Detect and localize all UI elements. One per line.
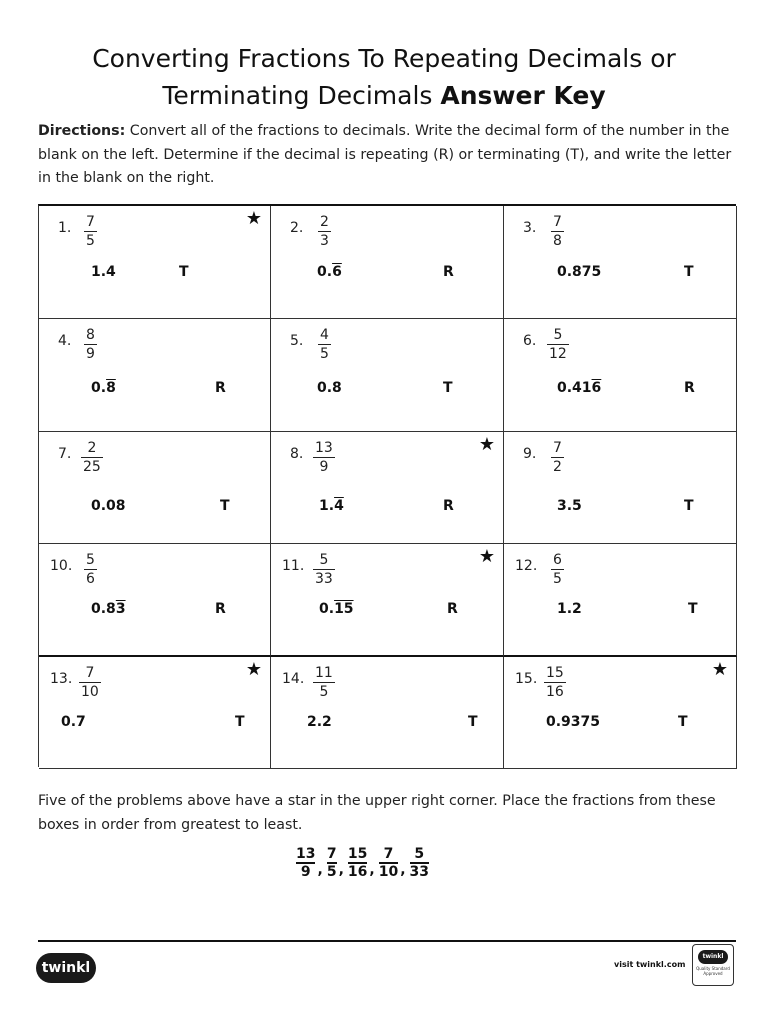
decimal-type-letter: T bbox=[443, 380, 453, 396]
repeating-digits: 6 bbox=[332, 264, 342, 280]
fraction-numerator: 2 bbox=[320, 214, 329, 230]
problem-cell bbox=[271, 544, 504, 657]
ordered-denominator: 33 bbox=[409, 864, 429, 880]
decimal-type-letter: T bbox=[179, 264, 189, 280]
decimal-digits: 1.2 bbox=[557, 601, 582, 617]
problem-fraction bbox=[547, 327, 569, 362]
repeating-digits: 8 bbox=[106, 380, 116, 396]
fraction-numerator: 5 bbox=[553, 327, 563, 343]
decimal-answer bbox=[557, 264, 601, 280]
decimal-type-letter: T bbox=[678, 714, 688, 730]
ordered-numerator: 7 bbox=[383, 846, 394, 862]
decimal-digits: 0.8 bbox=[317, 380, 342, 396]
ordered-separator: , bbox=[400, 862, 406, 878]
fraction-bar bbox=[84, 231, 97, 232]
fraction-denominator: 2 bbox=[553, 459, 562, 475]
decimal-digits: 0.8 bbox=[91, 601, 116, 617]
ordering-prompt: Five of the problems above have a star in the upper right corner. Place the fractions from these boxes in order from greatest to least. bbox=[38, 793, 716, 833]
problem-number: 11. bbox=[282, 558, 305, 574]
star-icon: ★ bbox=[245, 659, 262, 680]
ordered-separator: , bbox=[317, 862, 323, 878]
problem-cell bbox=[504, 319, 737, 432]
decimal-type-letter: T bbox=[684, 264, 694, 280]
problem-fraction bbox=[81, 440, 103, 475]
fraction-denominator: 10 bbox=[81, 684, 99, 700]
fraction-numerator: 15 bbox=[546, 665, 564, 681]
ordered-answer bbox=[296, 846, 435, 880]
problem-cell bbox=[39, 432, 271, 544]
footer-divider bbox=[38, 940, 736, 942]
fraction-bar bbox=[313, 457, 335, 458]
fraction-numerator: 4 bbox=[320, 327, 329, 343]
problem-cell bbox=[271, 319, 504, 432]
decimal-digits: 0.7 bbox=[61, 714, 86, 730]
quality-badge bbox=[692, 944, 734, 986]
fraction-numerator: 8 bbox=[86, 327, 95, 343]
problem-fraction bbox=[318, 214, 331, 249]
star-icon: ★ bbox=[478, 434, 495, 455]
problem-cell bbox=[271, 657, 504, 769]
fraction-bar bbox=[547, 344, 569, 345]
fraction-denominator: 6 bbox=[86, 571, 95, 587]
problem-number: 6. bbox=[523, 333, 537, 349]
decimal-type-letter: R bbox=[447, 601, 458, 617]
problem-number: 1. bbox=[58, 220, 72, 236]
fraction-numerator: 13 bbox=[315, 440, 333, 456]
problem-cell bbox=[39, 657, 271, 769]
decimal-answer bbox=[557, 601, 582, 617]
twinkl-logo: twinkl bbox=[36, 953, 96, 983]
decimal-answer bbox=[307, 714, 332, 730]
problem-number: 8. bbox=[290, 446, 304, 462]
fraction-bar bbox=[313, 569, 335, 570]
repeating-digits: 4 bbox=[334, 498, 344, 514]
problem-cell bbox=[504, 657, 737, 769]
problem-number: 5. bbox=[290, 333, 304, 349]
problem-number: 15. bbox=[515, 671, 538, 687]
fraction-bar bbox=[313, 682, 335, 683]
badge-text: Quality Standard Approved bbox=[696, 966, 730, 976]
ordered-separator: , bbox=[369, 862, 375, 878]
fraction-bar bbox=[81, 457, 103, 458]
decimal-answer bbox=[557, 498, 582, 514]
ordered-numerator: 13 bbox=[296, 846, 316, 862]
directions-text: Convert all of the fractions to decimals. Write the decimal form of the number in the blank on the left. Determine if the decimal is repeating (R) or terminating (T), and write the letter in the blank on the right. bbox=[38, 123, 732, 186]
ordered-numerator: 7 bbox=[326, 846, 337, 862]
problem-cell bbox=[39, 544, 271, 657]
fraction-numerator: 5 bbox=[86, 552, 95, 568]
decimal-digits: 0. bbox=[317, 264, 333, 280]
ordered-denominator: 16 bbox=[347, 864, 368, 880]
decimal-digits: 0.41 bbox=[557, 380, 592, 396]
problem-number: 3. bbox=[523, 220, 537, 236]
repeating-digits: 6 bbox=[591, 380, 602, 396]
decimal-digits: 2.2 bbox=[307, 714, 332, 730]
fraction-denominator: 9 bbox=[319, 459, 329, 475]
decimal-digits: 1. bbox=[319, 498, 335, 514]
decimal-type-letter: T bbox=[468, 714, 478, 730]
problem-cell bbox=[39, 206, 271, 319]
repeating-digits: 15 bbox=[334, 601, 354, 617]
problem-cell bbox=[504, 432, 737, 544]
directions bbox=[38, 120, 738, 191]
decimal-type-letter: R bbox=[443, 264, 454, 280]
decimal-answer bbox=[91, 498, 126, 514]
fraction-denominator: 33 bbox=[315, 571, 333, 587]
decimal-type-letter: T bbox=[220, 498, 230, 514]
fraction-numerator: 11 bbox=[315, 665, 333, 681]
fraction-denominator: 5 bbox=[319, 684, 329, 700]
problem-fraction bbox=[551, 214, 564, 249]
decimal-digits: 1.4 bbox=[91, 264, 116, 280]
star-icon: ★ bbox=[711, 659, 728, 680]
directions-label: Directions: bbox=[38, 123, 126, 139]
decimal-digits: 0. bbox=[319, 601, 335, 617]
problem-fraction bbox=[551, 552, 564, 587]
ordered-denominator: 9 bbox=[300, 864, 311, 880]
fraction-bar bbox=[79, 682, 101, 683]
fraction-denominator: 5 bbox=[86, 233, 95, 249]
problem-number: 9. bbox=[523, 446, 537, 462]
star-icon: ★ bbox=[478, 546, 495, 567]
decimal-answer bbox=[91, 380, 116, 396]
page-title bbox=[0, 40, 768, 114]
problem-fraction bbox=[84, 214, 97, 249]
fraction-denominator: 5 bbox=[553, 571, 562, 587]
problem-cell bbox=[271, 432, 504, 544]
ordered-denominator: 5 bbox=[326, 864, 337, 880]
fraction-bar bbox=[84, 344, 97, 345]
fraction-bar bbox=[551, 457, 564, 458]
ordered-fraction bbox=[296, 846, 315, 880]
fraction-bar bbox=[318, 344, 331, 345]
fraction-bar bbox=[544, 682, 566, 683]
fraction-numerator: 5 bbox=[319, 552, 329, 568]
star-icon: ★ bbox=[245, 208, 262, 229]
ordered-fraction bbox=[348, 846, 367, 880]
fraction-numerator: 7 bbox=[85, 665, 95, 681]
decimal-answer bbox=[317, 380, 342, 396]
decimal-digits: 0.9375 bbox=[546, 714, 601, 730]
decimal-type-letter: R bbox=[215, 380, 226, 396]
problem-number: 7. bbox=[58, 446, 72, 462]
problem-cell bbox=[271, 206, 504, 319]
decimal-type-letter: T bbox=[684, 498, 694, 514]
problem-fraction bbox=[313, 665, 335, 700]
fraction-bar bbox=[84, 569, 97, 570]
repeating-digits: 3 bbox=[115, 601, 126, 617]
fraction-numerator: 7 bbox=[553, 440, 562, 456]
decimal-digits: 0. bbox=[91, 380, 107, 396]
fraction-denominator: 8 bbox=[553, 233, 562, 249]
fraction-denominator: 16 bbox=[546, 684, 564, 700]
title-line-2 bbox=[0, 77, 768, 114]
problem-fraction bbox=[544, 665, 566, 700]
decimal-answer bbox=[317, 264, 342, 280]
problem-number: 10. bbox=[50, 558, 73, 574]
badge-logo: twinkl bbox=[698, 950, 728, 964]
problem-fraction bbox=[84, 327, 97, 362]
problem-number: 4. bbox=[58, 333, 72, 349]
problem-cell bbox=[504, 206, 737, 319]
visit-link-text: visit twinkl.com bbox=[614, 960, 686, 969]
fraction-numerator: 2 bbox=[87, 440, 97, 456]
decimal-answer bbox=[319, 601, 354, 617]
ordered-numerator: 15 bbox=[347, 846, 368, 862]
problem-fraction bbox=[318, 327, 331, 362]
fraction-bar bbox=[551, 231, 564, 232]
problem-fraction bbox=[313, 440, 335, 475]
problem-fraction bbox=[79, 665, 101, 700]
problem-fraction bbox=[551, 440, 564, 475]
ordered-fraction bbox=[379, 846, 398, 880]
problem-number: 13. bbox=[50, 671, 73, 687]
ordered-denominator: 10 bbox=[378, 864, 399, 880]
problem-number: 12. bbox=[515, 558, 538, 574]
decimal-answer bbox=[319, 498, 344, 514]
problem-cell bbox=[504, 544, 737, 657]
decimal-digits: 0.08 bbox=[91, 498, 126, 514]
ordered-fraction bbox=[410, 846, 429, 880]
fraction-bar bbox=[318, 231, 331, 232]
decimal-digits: 3.5 bbox=[557, 498, 582, 514]
fraction-numerator: 6 bbox=[553, 552, 562, 568]
fraction-denominator: 3 bbox=[320, 233, 329, 249]
fraction-numerator: 7 bbox=[553, 214, 562, 230]
fraction-denominator: 5 bbox=[320, 346, 329, 362]
fraction-numerator: 7 bbox=[86, 214, 95, 230]
problem-fraction bbox=[313, 552, 335, 587]
ordered-fraction bbox=[327, 846, 337, 880]
title-line-1: Converting Fractions To Repeating Decimals or bbox=[92, 44, 676, 73]
decimal-type-letter: R bbox=[684, 380, 695, 396]
fraction-denominator: 12 bbox=[549, 346, 567, 362]
problem-fraction bbox=[84, 552, 97, 587]
ordered-separator: , bbox=[338, 862, 344, 878]
fraction-denominator: 9 bbox=[86, 346, 95, 362]
fraction-bar bbox=[551, 569, 564, 570]
decimal-answer bbox=[91, 264, 116, 280]
decimal-type-letter: T bbox=[235, 714, 245, 730]
decimal-digits: 0.875 bbox=[557, 264, 602, 280]
decimal-type-letter: R bbox=[443, 498, 454, 514]
problem-number: 14. bbox=[282, 671, 305, 687]
title-answer-key: Answer Key bbox=[440, 81, 606, 110]
ordered-numerator: 5 bbox=[414, 846, 425, 862]
decimal-answer bbox=[557, 380, 601, 396]
problem-number: 2. bbox=[290, 220, 304, 236]
decimal-answer bbox=[61, 714, 86, 730]
title-line-2-normal: Terminating Decimals bbox=[162, 81, 433, 110]
decimal-type-letter: R bbox=[215, 601, 226, 617]
fraction-denominator: 25 bbox=[83, 459, 101, 475]
decimal-type-letter: T bbox=[688, 601, 698, 617]
decimal-answer bbox=[91, 601, 126, 617]
decimal-answer bbox=[546, 714, 600, 730]
problem-grid bbox=[38, 204, 736, 767]
problem-cell bbox=[39, 319, 271, 432]
